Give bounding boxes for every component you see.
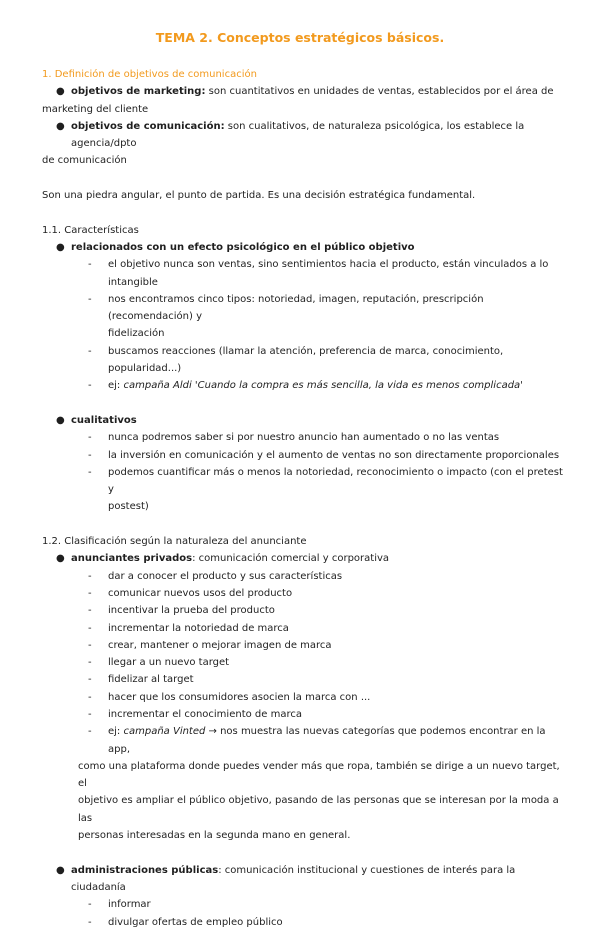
sub-list-item bbox=[42, 723, 566, 758]
list-item bbox=[42, 550, 566, 567]
definition: son cuantitativos en unidades de ventas, establecidos por el área de bbox=[205, 86, 554, 98]
dash-icon: - bbox=[88, 605, 92, 617]
sub-list-item-continuation bbox=[42, 498, 566, 515]
sub-list-item bbox=[42, 654, 566, 671]
section-heading-1: 1. Definición de objetivos de comunicación bbox=[42, 69, 257, 80]
sub-list-text: postest) bbox=[108, 501, 149, 513]
dash-icon: - bbox=[88, 916, 92, 928]
sub-list-text: hacer que los consumidores asocien la marca con ... bbox=[108, 691, 371, 703]
bullet-icon: ● bbox=[56, 414, 65, 426]
sub-list-text: ej: bbox=[108, 380, 124, 392]
list-item-continuation: marketing del cliente bbox=[42, 103, 149, 115]
sub-list-item-continuation: objetivo es ampliar el público objetivo, pasando de las personas que se interesan por la moda a las bbox=[78, 795, 559, 824]
sub-list-item bbox=[42, 689, 566, 706]
definition: : comunicación institucional y cuestiones de interés para la ciudadanía bbox=[71, 864, 516, 893]
sub-list-item-continuation: personas interesadas en la segunda mano en general. bbox=[78, 830, 351, 842]
page-title: TEMA 2. Conceptos estratégicos básicos. bbox=[155, 30, 445, 45]
sub-list-item bbox=[42, 637, 566, 654]
dash-icon: - bbox=[88, 587, 92, 599]
sub-list-text: buscamos reacciones (llamar la atención, preferencia de marca, conocimiento, popularidad...) bbox=[108, 345, 504, 375]
sub-list-item-continuation bbox=[42, 274, 566, 291]
list-item-continuation: de comunicación bbox=[42, 155, 127, 167]
sub-list-text: nos encontramos cinco tipos: notoriedad, imagen, reputación, prescripción (recomendación) y bbox=[108, 293, 484, 323]
term: administraciones públicas bbox=[71, 864, 219, 876]
sub-list-item bbox=[42, 568, 566, 585]
sub-list-text: incrementar la notoriedad de marca bbox=[108, 622, 289, 634]
sub-list-text: llegar a un nuevo target bbox=[108, 657, 230, 669]
sub-list-text: incrementar el conocimiento de marca bbox=[108, 708, 302, 720]
sub-list-item bbox=[42, 464, 566, 499]
sub-list-text: nunca podremos saber si por nuestro anuncio han aumentado o no las ventas bbox=[108, 432, 500, 444]
sub-list-item bbox=[42, 343, 566, 378]
document-body bbox=[42, 66, 566, 931]
list-item bbox=[42, 239, 566, 256]
dash-icon: - bbox=[88, 449, 92, 461]
list-item bbox=[42, 118, 566, 153]
sub-list-text: el objetivo nunca son ventas, sino sentimientos hacia el producto, están vinculados a lo bbox=[108, 259, 549, 271]
bullet-icon: ● bbox=[56, 553, 65, 565]
sub-list-text: informar bbox=[108, 899, 151, 911]
dash-icon: - bbox=[88, 691, 92, 703]
list-item bbox=[42, 83, 566, 100]
objectives-list bbox=[42, 568, 566, 724]
sub-list-text: → nos muestra las nuevas categorías que podemos encontrar en la app, bbox=[108, 726, 546, 755]
sub-list-text: divulgar ofertas de empleo público bbox=[108, 916, 283, 928]
term: anunciantes privados bbox=[71, 553, 193, 565]
list-item-label: cualitativos bbox=[71, 414, 137, 426]
list-item-label: relacionados con un efecto psicológico en el público objetivo bbox=[71, 241, 415, 253]
dash-icon: - bbox=[88, 639, 92, 651]
bullet-icon: ● bbox=[56, 241, 65, 253]
section-heading-1-1: 1.1. Características bbox=[42, 224, 139, 236]
sub-list-item bbox=[42, 256, 566, 273]
bullet-icon: ● bbox=[56, 86, 65, 98]
sub-list-text: crear, mantener o mejorar imagen de marca bbox=[108, 639, 332, 651]
bullet-icon: ● bbox=[56, 120, 65, 132]
section-heading-1-2: 1.2. Clasificación según la naturaleza del anunciante bbox=[42, 536, 307, 548]
sub-list-text: podemos cuantificar más o menos la notoriedad, reconocimiento o impacto (con el pretest y bbox=[108, 466, 563, 496]
definition: : comunicación comercial y corporativa bbox=[192, 553, 390, 565]
paragraph: Son una piedra angular, el punto de partida. Es una decisión estratégica fundamental. bbox=[42, 190, 476, 202]
example-text: campaña Aldi 'Cuando la compra es más sencilla, la vida es menos complicada' bbox=[123, 380, 523, 392]
dash-icon: - bbox=[88, 899, 92, 911]
sub-list-text: comunicar nuevos usos del producto bbox=[108, 587, 293, 599]
example-text: campaña Vinted bbox=[123, 726, 206, 738]
dash-icon: - bbox=[88, 570, 92, 582]
dash-icon: - bbox=[88, 622, 92, 634]
sub-list-text: dar a conocer el producto y sus características bbox=[108, 570, 343, 582]
dash-icon: - bbox=[88, 726, 92, 738]
sub-list-text: fidelización bbox=[108, 328, 165, 340]
sub-list-text: ej: bbox=[108, 726, 124, 738]
sub-list-item bbox=[42, 447, 566, 464]
sub-list-item bbox=[42, 671, 566, 688]
sub-list-item bbox=[42, 291, 566, 326]
sub-list-item bbox=[42, 620, 566, 637]
definition: son cualitativos, de naturaleza psicológica, los establece la agencia/dpto bbox=[71, 120, 525, 150]
bullet-icon: ● bbox=[56, 864, 65, 876]
dash-icon: - bbox=[88, 708, 92, 720]
dash-icon: - bbox=[88, 466, 92, 478]
sub-list-text: incentivar la prueba del producto bbox=[108, 605, 275, 617]
sub-list-text: la inversión en comunicación y el aumento de ventas no son directamente proporcionales bbox=[108, 449, 560, 461]
sub-list-item bbox=[42, 706, 566, 723]
dash-icon: - bbox=[88, 674, 92, 686]
sub-list-text: intangible bbox=[108, 276, 158, 288]
dash-icon: - bbox=[88, 380, 92, 392]
sub-list-item bbox=[42, 896, 566, 913]
sub-list-item bbox=[42, 585, 566, 602]
dash-icon: - bbox=[88, 259, 92, 271]
list-item bbox=[42, 412, 566, 429]
dash-icon: - bbox=[88, 432, 92, 444]
dash-icon: - bbox=[88, 345, 92, 357]
sub-list-item bbox=[42, 914, 566, 931]
sub-list-text: fidelizar al target bbox=[108, 674, 194, 686]
sub-list-item bbox=[42, 377, 566, 394]
sub-list-item bbox=[42, 429, 566, 446]
sub-list-item-continuation: como una plataforma donde puedes vender más que ropa, también se dirige a un nuevo target, el bbox=[78, 760, 560, 790]
term: objetivos de comunicación: bbox=[71, 120, 225, 132]
list-item bbox=[42, 862, 566, 897]
sub-list-item-continuation bbox=[42, 325, 566, 342]
dash-icon: - bbox=[88, 657, 92, 669]
dash-icon: - bbox=[88, 293, 92, 305]
term: objetivos de marketing: bbox=[71, 86, 206, 98]
sub-list-item bbox=[42, 602, 566, 619]
